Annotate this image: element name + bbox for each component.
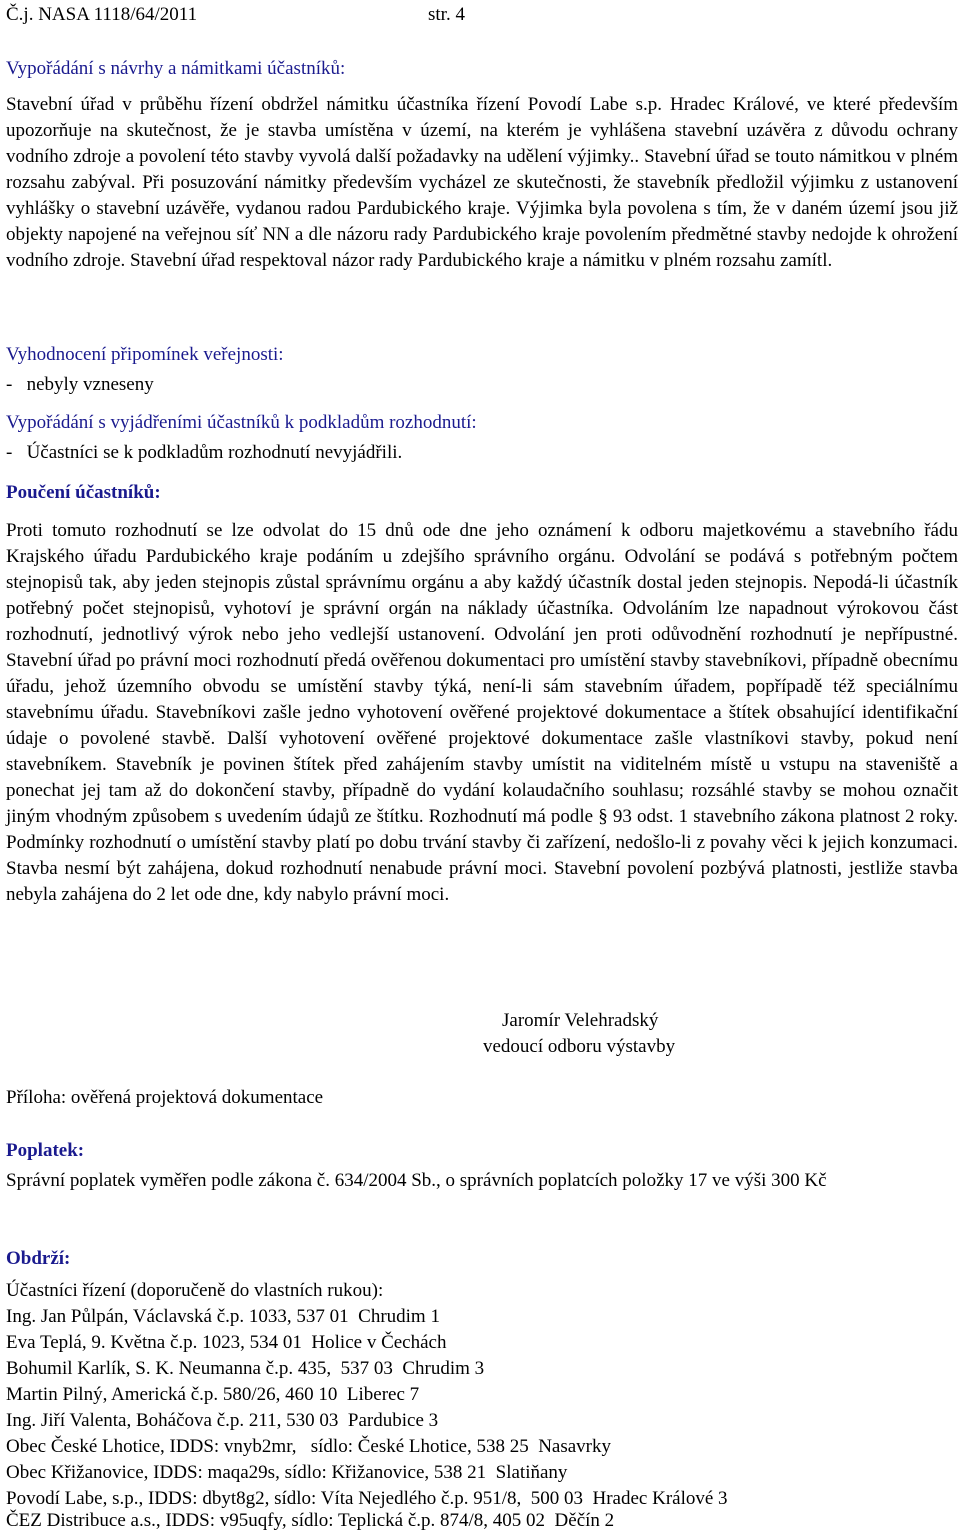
fee-heading: Poplatek: xyxy=(6,1140,85,1161)
fee-text: Správní poplatek vyměřen podle zákona č. 634/2004 Sb., o správních poplatcích položky 17 ve výši 300 Kč xyxy=(6,1170,827,1191)
page-number: str. 4 xyxy=(428,4,465,25)
objections-heading: Vypořádání s návrhy a námitkami účastníků: xyxy=(6,58,346,79)
objections-paragraph: Stavební úřad v průběhu řízení obdržel námitku účastníka řízení Povodí Labe s.p. Hradec Králové, ve které především upozorňuje na skutečnost, že je stavba umístěna v území, na kterém je vyhlášena stavební uzávěra z důvodu ochrany vodního zdroje a povolení této stavby vyvolá další požadavky na udělení výjimky.. Stavební úřad se touto námitkou v plném rozsahu zabýval. Při posuzování námitky především vycházel ze skutečnosti, že stavebník předložil výjimku z ustanovení vyhlášky o stavební uzávěře, vydanou radou Pardubického kraje. Výjimka byla povolena s tím, že v daném území jsou již objekty napojené na veřejnou síť NN a dle názoru rady Pardubického kraje povolením předmětné stavby nedojde k ohrožení vodního zdroje. Stavební úřad respektoval názor rady Pardubického kraje a námitku v plném rozsahu zamítl. xyxy=(6,94,958,271)
statements-heading: Vypořádání s vyjádřeními účastníků k podkladům rozhodnutí: xyxy=(6,412,477,433)
public-comments-heading: Vyhodnocení připomínek veřejnosti: xyxy=(6,344,284,365)
recipient-item: Obec Křižanovice, IDDS: maqa29s, sídlo: Křižanovice, 538 21 Slatiňany xyxy=(6,1462,568,1483)
recipient-item: Ing. Jan Půlpán, Václavská č.p. 1033, 537 01 Chrudim 1 xyxy=(6,1306,440,1327)
recipient-item: Bohumil Karlík, S. K. Neumanna č.p. 435, 537 03 Chrudim 3 xyxy=(6,1358,485,1379)
signatory-role: vedoucí odboru výstavby xyxy=(483,1036,676,1057)
instruction-heading: Poučení účastníků: xyxy=(6,482,161,503)
recipient-item: Ing. Jiří Valenta, Boháčova č.p. 211, 530 03 Pardubice 3 xyxy=(6,1410,439,1431)
instruction-paragraph: Proti tomuto rozhodnutí se lze odvolat do 15 dnů ode dne jeho oznámení k odboru majetkovému a stavebního řádu Krajského úřadu Pardubického kraje podáním u zdejšího správního orgánu. Odvolání se podává s potřebným počtem stejnopisů tak, aby jeden stejnopis zůstal správnímu orgánu a aby každý účastník dostal jeden stejnopis. Nepodá-li účastník potřebný počet stejnopisů, vyhotoví je správní orgán na náklady účastníka. Odvoláním lze napadnout výrokovou část rozhodnutí, jednotlivý výrok nebo jeho vedlejší ustanovení. Odvolání jen proti odůvodnění rozhodnutí je nepřípustné. Stavební úřad po právní moci rozhodnutí předá ověřenou dokumentaci pro umístění stavby stavebníkovi, případně obecnímu úřadu, jehož územního obvodu se umístění stavby týká, není-li sám stavebním úřadem, popřípadě též speciálnímu stavebnímu úřadu. Stavebníkovi zašle jedno vyhotovení ověřené projektové dokumentace a štítek obsahující identifikační údaje o povolené stavbě. Další vyhotovení ověřené projektové dokumentace zašle vlastníkovi stavby, pokud není stavebníkem. Stavebník je povinen štítek před zahájením stavby umístit na viditelném místě u vstupu na staveniště a ponechat jej tam až do dokončení stavby, případně do vydání kolaudačního souhlasu; rozsáhlé stavby se mohou označit jiným vhodným způsobem s uvedením údajů ze štítku. Rozhodnutí má podle § 93 odst. 1 stavebního zákona platnost 2 roky. Podmínky rozhodnutí o umístění stavby platí po dobu trvání stavby či zařízení, nedošlo-li z povahy věci k jejich konzumaci. Stavba nesmí být zahájena, dokud rozhodnutí nenabude právní moci. Stavební povolení pozbývá platnosti, jestliže stavba nebyla zahájena do 2 let ode dne, kdy nabylo právní moci. xyxy=(6,520,958,905)
recipient-item: Povodí Labe, s.p., IDDS: dbyt8g2, sídlo: Víta Nejedlého č.p. 951/8, 500 03 Hradec Králové 3 xyxy=(6,1488,728,1509)
recipient-item: Obec České Lhotice, IDDS: vnyb2mr, sídlo: České Lhotice, 538 25 Nasavrky xyxy=(6,1436,612,1457)
recipients-heading: Obdrží: xyxy=(6,1248,71,1269)
public-comments-item: - nebyly vzneseny xyxy=(6,374,154,395)
attachment-note: Příloha: ověřená projektová dokumentace xyxy=(6,1087,324,1108)
recipient-item: ČEZ Distribuce a.s., IDDS: v95uqfy, sídlo: Teplická č.p. 874/8, 405 02 Děčín 2 xyxy=(6,1510,615,1531)
reference-number: Č.j. NASA 1118/64/2011 xyxy=(6,4,198,25)
recipient-item: Eva Teplá, 9. Května č.p. 1023, 534 01 Holice v Čechách xyxy=(6,1332,447,1353)
statements-item: - Účastníci se k podkladům rozhodnutí nevyjádřili. xyxy=(6,442,403,463)
recipient-item: Martin Pilný, Americká č.p. 580/26, 460 10 Liberec 7 xyxy=(6,1384,420,1405)
signatory-name: Jaromír Velehradský xyxy=(502,1010,659,1031)
recipients-intro: Účastníci řízení (doporučeně do vlastních rukou): xyxy=(6,1280,384,1301)
